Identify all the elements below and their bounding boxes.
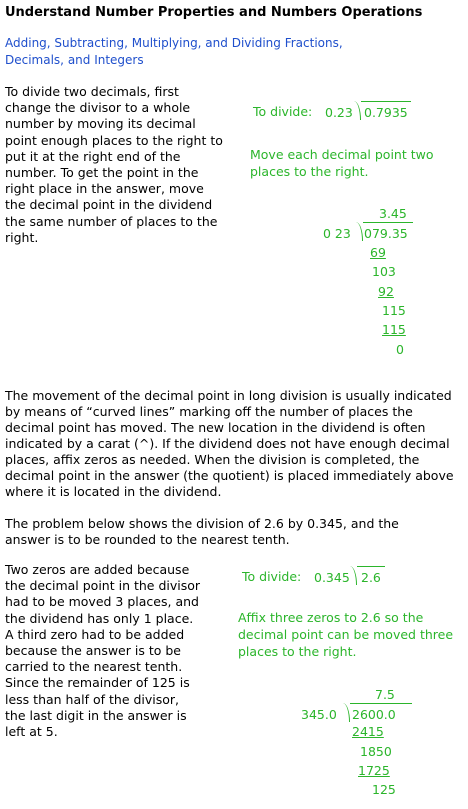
instruction-1 xyxy=(250,146,434,180)
division-bracket xyxy=(350,566,357,585)
text-line: the decimal point in the divisor xyxy=(5,578,201,594)
dividend-2: 2.6 xyxy=(361,570,381,585)
text-line: the dividend has only 1 place. xyxy=(5,610,194,626)
instruction-line: places to the right. xyxy=(250,164,369,179)
long-division-bracket xyxy=(356,222,363,241)
ld-divisor-1: 0 23 xyxy=(323,226,351,241)
to-divide-label-2: To divide: xyxy=(242,569,302,584)
dividend-1: 0.7935 xyxy=(364,105,408,120)
text-line: put it at the right end of the xyxy=(5,148,181,164)
step-subtrahend: 2415 xyxy=(352,724,384,739)
page-title: Understand Number Properties and Numbers Operations xyxy=(5,5,423,20)
step-remainder: 1850 xyxy=(360,744,392,759)
divisor-2: 0.345 xyxy=(314,570,350,585)
ld-dividend-2: 2600.0 xyxy=(352,707,396,722)
long-division-bar xyxy=(363,222,413,223)
step-remainder: 0 xyxy=(396,342,404,357)
text-line: Since the remainder of 125 is xyxy=(5,675,190,691)
problem-intro-paragraph: The problem below shows the division of 2.6 by 0.345, and the answer is to be rounded to the nearest tenth. xyxy=(5,516,399,547)
text-line: the decimal point in the dividend xyxy=(5,197,213,213)
step-remainder: 125 xyxy=(372,782,396,797)
text-line: the last digit in the answer is xyxy=(5,707,187,723)
step-subtrahend: 1725 xyxy=(358,763,390,778)
section-heading-line-1: Adding, Subtracting, Multiplying, and Dividing Fractions, xyxy=(5,36,343,50)
step-remainder: 115 xyxy=(382,303,406,318)
text-line: Two zeros are added because xyxy=(5,562,190,577)
step-remainder: 103 xyxy=(372,264,396,279)
text-line: left at 5. xyxy=(5,724,58,740)
text-line: point enough places to the right to xyxy=(5,132,223,148)
ld-divisor-2: 345.0 xyxy=(301,707,337,722)
text-line: A third zero had to be added xyxy=(5,626,185,642)
division-bar xyxy=(361,101,411,102)
text-line: because the answer is to be xyxy=(5,643,181,659)
section-heading xyxy=(5,35,343,69)
explanation-text-2 xyxy=(5,562,200,740)
divisor-1: 0.23 xyxy=(325,105,353,120)
instruction-line: Affix three zeros to 2.6 so the xyxy=(238,610,424,625)
text-line: had to be moved 3 places, and xyxy=(5,594,199,610)
long-division-bar xyxy=(350,703,412,704)
text-line: number. To get the point in the xyxy=(5,165,199,181)
instruction-line: decimal point can be moved three xyxy=(238,627,454,642)
ld-dividend-1: 079.35 xyxy=(364,226,408,241)
curved-lines-paragraph: The movement of the decimal point in long division is usually indicated by means of “curved lines” marking off the number of places the decimal point has moved. The new location in the dividend is often indicated by a carat (^). If the dividend does not have enough decimal places, affix zeros as needed. When the division is completed, the decimal point in the answer (the quotient) is placed immediately above where it is located in the dividend. xyxy=(5,388,454,499)
instruction-2 xyxy=(238,609,453,660)
text-line: carried to the nearest tenth. xyxy=(5,659,183,675)
section-heading-line-2: Decimals, and Integers xyxy=(5,53,144,67)
text-line: right. xyxy=(5,229,39,245)
text-line: To divide two decimals, first xyxy=(5,84,179,99)
text-line: the same number of places to the xyxy=(5,213,218,229)
explanation-text-1 xyxy=(5,84,223,246)
text-line: less than half of the divisor, xyxy=(5,691,180,707)
quotient-1: 3.45 xyxy=(379,206,407,221)
long-division-bracket xyxy=(343,703,350,722)
division-bracket xyxy=(354,101,361,120)
division-bar xyxy=(357,566,385,567)
step-subtrahend: 69 xyxy=(370,245,386,260)
quotient-2: 7.5 xyxy=(375,687,395,702)
text-line: change the divisor to a whole xyxy=(5,100,191,116)
instruction-line: Move each decimal point two xyxy=(250,147,434,162)
text-line: number by moving its decimal xyxy=(5,116,196,132)
step-subtrahend: 92 xyxy=(378,284,394,299)
to-divide-label-1: To divide: xyxy=(253,104,313,119)
text-line: right place in the answer, move xyxy=(5,181,204,197)
instruction-line: places to the right. xyxy=(238,644,357,659)
step-subtrahend: 115 xyxy=(382,322,406,337)
